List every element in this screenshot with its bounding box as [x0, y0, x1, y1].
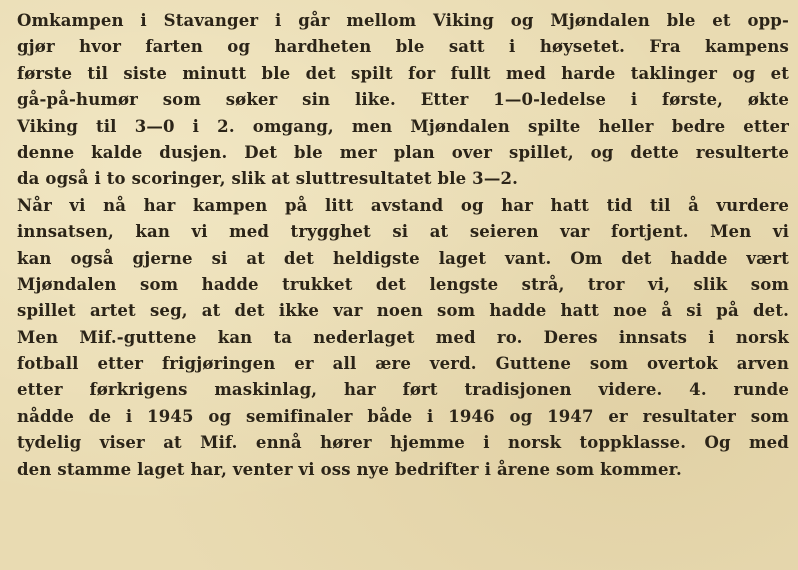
- paragraph-2: [17, 193, 789, 483]
- text-line: nådde de i 1945 og semifinaler både i 1946 og 1947 er resultater som: [17, 406, 789, 426]
- text-line: Viking til 3—0 i 2. omgang, men Mjøndalen spilte heller bedre etter: [17, 116, 789, 136]
- text-line: denne kalde dusjen. Det ble mer plan over spillet, og dette resulterte: [17, 142, 789, 162]
- text-line: spillet artet seg, at det ikke var noen som hadde hatt noe å si på det.: [17, 301, 789, 321]
- text-line: kan også gjerne si at det heldigste laget vant. Om det hadde vært: [17, 248, 789, 268]
- text-line: gå-på-humør som søker sin like. Etter 1—0-ledelse i første, økte: [17, 90, 789, 110]
- text-line: Mjøndalen som hadde trukket det lengste strå, tror vi, slik som: [17, 274, 789, 294]
- text-line: da også i to scoringer, slik at sluttresultatet ble 3—2.: [17, 169, 518, 189]
- text-line: Men Mif.-guttene kan ta nederlaget med ro. Deres innsats i norsk: [17, 327, 789, 347]
- text-line: første til siste minutt ble det spilt for fullt med harde taklinger og et: [17, 63, 789, 83]
- text-line: Når vi nå har kampen på litt avstand og har hatt tid til å vurdere: [17, 195, 789, 215]
- text-line: den stamme laget har, venter vi oss nye bedrifter i årene som kommer.: [17, 459, 682, 479]
- text-line: tydelig viser at Mif. ennå hører hjemme i norsk toppklasse. Og med: [17, 433, 789, 453]
- text-line: gjør hvor farten og hardheten ble satt i høysetet. Fra kampens: [17, 37, 789, 57]
- text-line: fotball etter frigjøringen er all ære verd. Guttene som overtok arven: [17, 354, 789, 374]
- paragraph-1: [17, 8, 789, 193]
- text-line: innsatsen, kan vi med trygghet si at seieren var fortjent. Men vi: [17, 222, 789, 242]
- text-line: Omkampen i Stavanger i går mellom Viking og Mjøndalen ble et opp-: [17, 11, 789, 30]
- text-line: etter førkrigens maskinlag, har ført tradisjonen videre. 4. runde: [17, 380, 789, 400]
- article-text: [17, 8, 789, 483]
